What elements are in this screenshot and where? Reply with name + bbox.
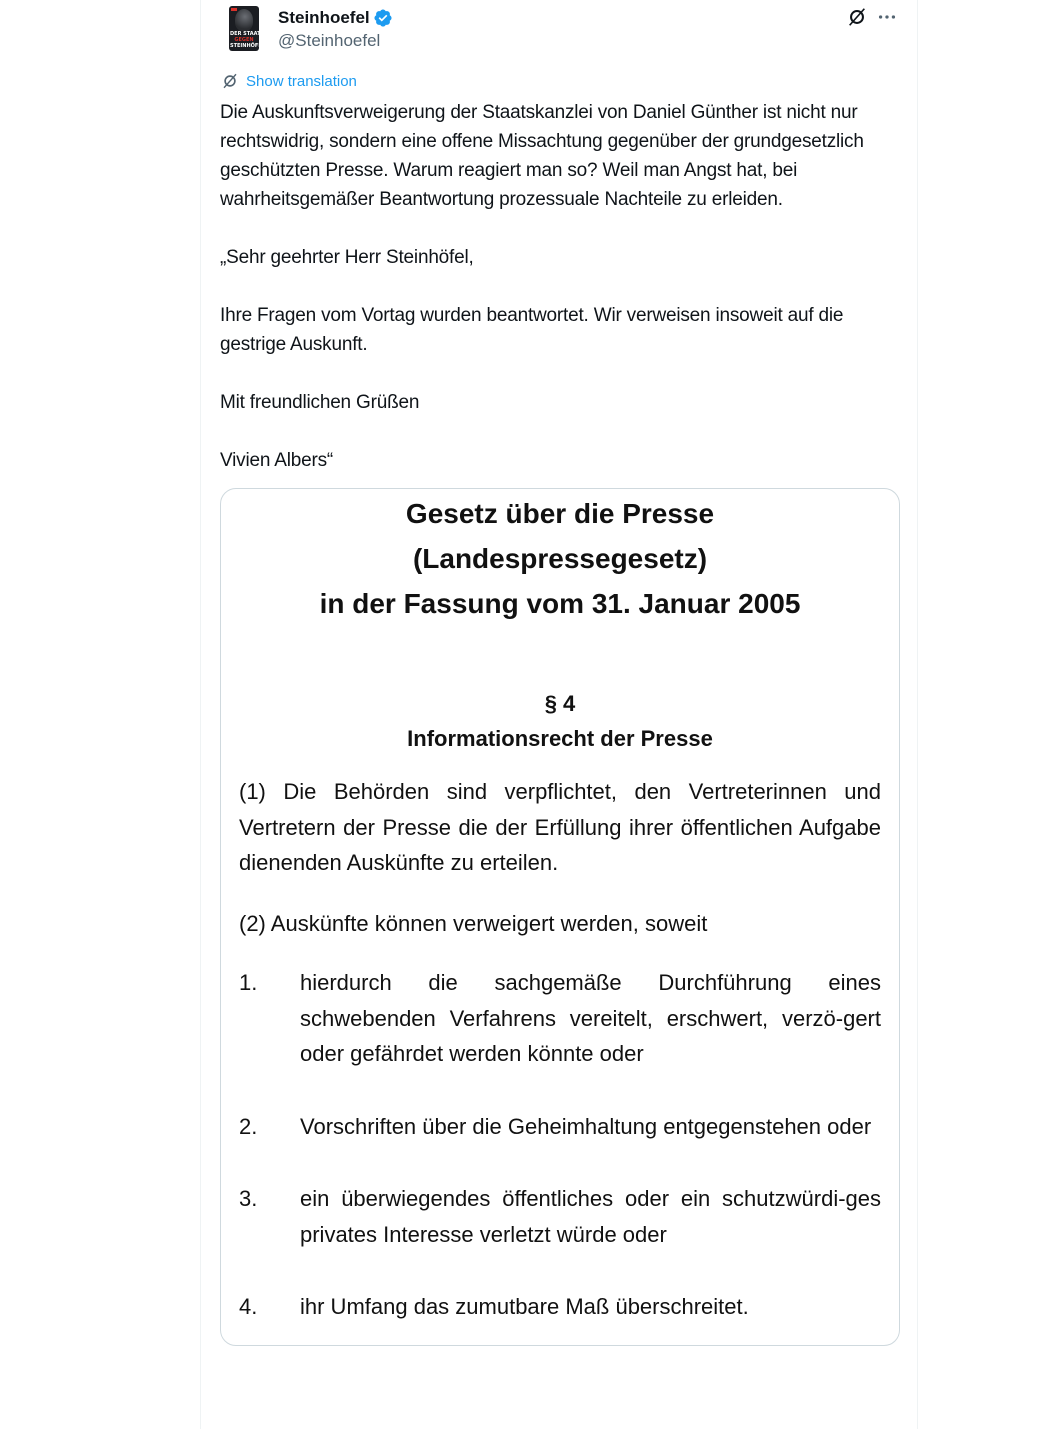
show-translation-button[interactable]	[221, 68, 898, 94]
document-paragraph-2: (2) Auskünfte können verweigert werden, soweit	[239, 910, 708, 936]
avatar-cover-line-3: STEINHÖFEL	[230, 43, 265, 49]
list-item-number: 1.	[239, 970, 258, 995]
list-item-number: 4.	[239, 1294, 258, 1319]
tweet-paragraph: Vivien Albers“	[220, 450, 334, 471]
author-name-row	[278, 6, 393, 30]
document-list-item	[239, 1181, 881, 1252]
document-section-heading: Informationsrecht der Presse	[407, 726, 713, 751]
law-document	[221, 489, 899, 1345]
tweet	[200, 0, 918, 1429]
list-item-number: 3.	[239, 1186, 258, 1211]
document-list-item	[239, 965, 881, 1072]
list-item-text: ihr Umfang das zumutbare Maß überschreitet.	[300, 1294, 749, 1319]
avatar-cover-lines	[230, 31, 265, 49]
document-list-item	[239, 1289, 881, 1325]
tweet-media-image[interactable]	[220, 488, 900, 1346]
document-section-number: § 4	[544, 691, 576, 716]
tweet-paragraph: Ihre Fragen vom Vortag wurden beantwortet. Wir verweisen insoweit auf die gestrige Auskunft.	[220, 305, 844, 355]
author-info	[278, 6, 393, 52]
list-item-number: 2.	[239, 1113, 258, 1139]
list-item-text: Vorschriften über die Geheimhaltung entgegenstehen oder	[300, 1113, 872, 1139]
document-title-line: Gesetz über die Presse	[405, 498, 715, 529]
document-list-item	[239, 1109, 881, 1145]
document-title	[239, 491, 881, 626]
tweet-paragraph: Mit freundlichen Grüßen	[220, 392, 420, 413]
document-title-line: in der Fassung vom 31. Januar 2005	[319, 588, 801, 619]
more-icon[interactable]	[876, 6, 898, 28]
avatar-portrait	[235, 9, 253, 31]
document-title-line: (Landespressegesetz)	[412, 543, 708, 574]
avatar-cover-tag	[231, 8, 237, 11]
tweet-text	[220, 98, 900, 475]
tweet-action-icons	[846, 6, 898, 28]
author-handle[interactable]: @Steinhoefel	[278, 31, 381, 50]
avatar-cover-line-1: DER STAAT	[230, 31, 261, 37]
show-translation-label: Show translation	[246, 72, 357, 90]
grok-translate-icon	[221, 72, 239, 90]
list-item-text: hierdurch die sachgemäße Durchführung eines schwebenden Verfahrens vereitelt, erschwert, verzö-gert oder gefährdet werden könnte oder	[300, 970, 881, 1066]
avatar[interactable]	[229, 6, 265, 51]
verified-badge-icon[interactable]	[373, 8, 393, 28]
tweet-header	[220, 6, 898, 68]
grok-icon[interactable]	[846, 6, 868, 28]
document-paragraph-1: (1) Die Behörden sind verpflichtet, den Vertreterinnen und Vertretern der Presse die der Erfüllung ihrer öffentlichen Aufgabe dienenden Auskünfte zu erteilen.	[239, 779, 881, 875]
avatar-cover-line-2: GEGEN	[234, 37, 254, 43]
tweet-paragraph: Die Auskunftsverweigerung der Staatskanzlei von Daniel Günther ist nicht nur rechtswidrig, sondern eine offene Missachtung gegenüber der grundgesetzlich geschützten Presse. Warum reagiert man so? Weil man Angst hat, bei wahrheitsgemäßer Beantwortung prozessuale Nachteile zu erleiden.	[220, 102, 864, 210]
author-display-name[interactable]: Steinhoefel	[278, 8, 370, 27]
tweet-paragraph: „Sehr geehrter Herr Steinhöfel,	[220, 247, 474, 268]
list-item-text: ein überwiegendes öffentliches oder ein schutzwürdi-ges privates Interesse verletzt würde oder	[300, 1186, 881, 1247]
